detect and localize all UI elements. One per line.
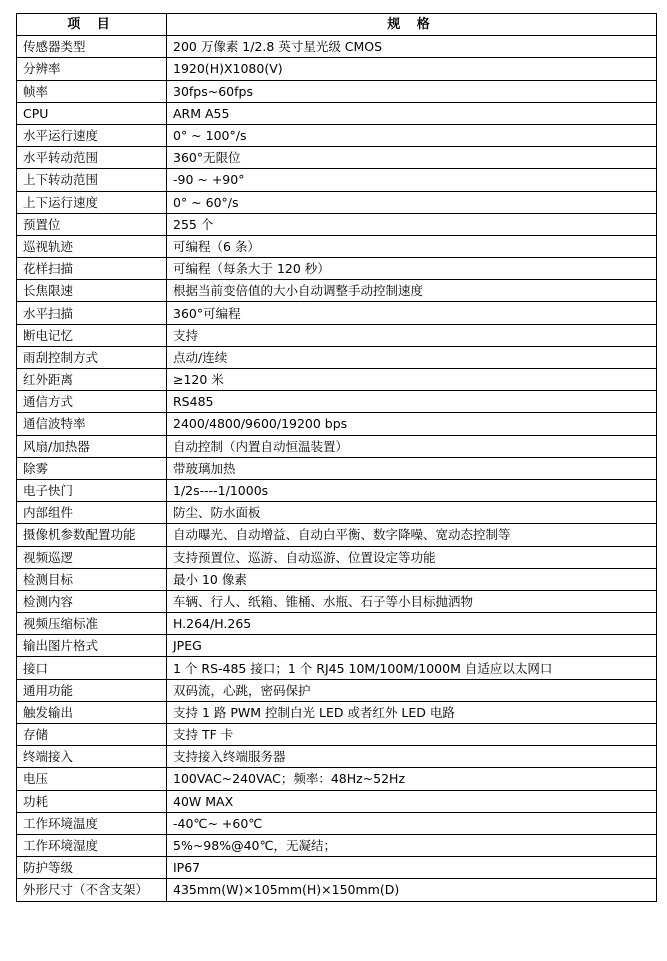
table-row [17, 524, 657, 546]
row-spec-value: IP67 [167, 857, 657, 879]
table-header-row [17, 14, 657, 36]
table-row [17, 724, 657, 746]
table-row [17, 834, 657, 856]
row-spec-value: 360°无限位 [167, 147, 657, 169]
row-item-label: 功耗 [17, 790, 167, 812]
table-row [17, 280, 657, 302]
row-item-label: 视频压缩标准 [17, 613, 167, 635]
row-item-label: 输出图片格式 [17, 635, 167, 657]
row-item-label: CPU [17, 102, 167, 124]
table-row [17, 457, 657, 479]
row-item-label: 摄像机参数配置功能 [17, 524, 167, 546]
row-spec-value: 1/2s----1/1000s [167, 479, 657, 501]
table-row [17, 391, 657, 413]
row-spec-value: 可编程（每条大于 120 秒） [167, 258, 657, 280]
table-row [17, 790, 657, 812]
row-item-label: 断电记忆 [17, 324, 167, 346]
row-spec-value: 0° ~ 100°/s [167, 124, 657, 146]
row-spec-value: 支持接入终端服务器 [167, 746, 657, 768]
row-spec-value: 支持预置位、巡游、自动巡游、位置设定等功能 [167, 546, 657, 568]
table-row [17, 191, 657, 213]
row-spec-value: 双码流，心跳，密码保护 [167, 679, 657, 701]
table-row [17, 258, 657, 280]
row-spec-value: 防尘、防水面板 [167, 502, 657, 524]
row-item-label: 工作环境温度 [17, 812, 167, 834]
row-item-label: 触发输出 [17, 701, 167, 723]
table-row [17, 679, 657, 701]
row-spec-value: 带玻璃加热 [167, 457, 657, 479]
table-row [17, 58, 657, 80]
row-spec-value: 40W MAX [167, 790, 657, 812]
row-spec-value: 0° ~ 60°/s [167, 191, 657, 213]
row-spec-value: 100VAC~240VAC；频率：48Hz~52Hz [167, 768, 657, 790]
row-item-label: 检测目标 [17, 568, 167, 590]
row-spec-value: 435mm(W)×105mm(H)×150mm(D) [167, 879, 657, 901]
row-item-label: 传感器类型 [17, 36, 167, 58]
table-row [17, 80, 657, 102]
table-row [17, 857, 657, 879]
row-item-label: 除雾 [17, 457, 167, 479]
table-row [17, 235, 657, 257]
row-spec-value: 30fps~60fps [167, 80, 657, 102]
spec-table-body [17, 36, 657, 901]
table-row [17, 657, 657, 679]
row-item-label: 预置位 [17, 213, 167, 235]
row-spec-value: -40℃~ +60℃ [167, 812, 657, 834]
table-row [17, 102, 657, 124]
table-row [17, 302, 657, 324]
table-row [17, 568, 657, 590]
row-spec-value: 360°可编程 [167, 302, 657, 324]
row-spec-value: 车辆、行人、纸箱、锥桶、水瓶、石子等小目标抛洒物 [167, 590, 657, 612]
table-row [17, 169, 657, 191]
row-spec-value: 200 万像素 1/2.8 英寸星光级 CMOS [167, 36, 657, 58]
row-spec-value: 自动曝光、自动增益、自动白平衡、数字降噪、宽动态控制等 [167, 524, 657, 546]
row-spec-value: 2400/4800/9600/19200 bps [167, 413, 657, 435]
table-row [17, 479, 657, 501]
table-row [17, 768, 657, 790]
row-spec-value: 最小 10 像素 [167, 568, 657, 590]
row-item-label: 上下运行速度 [17, 191, 167, 213]
row-spec-value: -90 ~ +90° [167, 169, 657, 191]
row-spec-value: RS485 [167, 391, 657, 413]
row-item-label: 通信波特率 [17, 413, 167, 435]
row-spec-value: JPEG [167, 635, 657, 657]
row-item-label: 水平运行速度 [17, 124, 167, 146]
table-row [17, 124, 657, 146]
row-spec-value: 可编程（6 条） [167, 235, 657, 257]
row-item-label: 水平扫描 [17, 302, 167, 324]
row-spec-value: 自动控制（内置自动恒温装置） [167, 435, 657, 457]
table-row [17, 746, 657, 768]
table-row [17, 502, 657, 524]
table-row [17, 369, 657, 391]
table-row [17, 546, 657, 568]
table-row [17, 635, 657, 657]
row-item-label: 花样扫描 [17, 258, 167, 280]
table-row [17, 435, 657, 457]
row-item-label: 终端接入 [17, 746, 167, 768]
row-spec-value: 支持 TF 卡 [167, 724, 657, 746]
header-item: 项 目 [17, 14, 167, 36]
row-item-label: 工作环境湿度 [17, 834, 167, 856]
row-spec-value: 255 个 [167, 213, 657, 235]
row-spec-value: 支持 1 路 PWM 控制白光 LED 或者红外 LED 电路 [167, 701, 657, 723]
spec-table [16, 13, 657, 902]
row-item-label: 帧率 [17, 80, 167, 102]
row-item-label: 巡视轨迹 [17, 235, 167, 257]
header-spec: 规 格 [167, 14, 657, 36]
row-spec-value: 点动/连续 [167, 346, 657, 368]
row-spec-value: ARM A55 [167, 102, 657, 124]
row-spec-value: 支持 [167, 324, 657, 346]
row-item-label: 水平转动范围 [17, 147, 167, 169]
row-item-label: 风扇/加热器 [17, 435, 167, 457]
row-item-label: 外形尺寸（不含支架） [17, 879, 167, 901]
row-spec-value: 1 个 RS-485 接口；1 个 RJ45 10M/100M/1000M 自适应以太网口 [167, 657, 657, 679]
table-row [17, 324, 657, 346]
table-row [17, 613, 657, 635]
row-spec-value: 1920(H)X1080(V) [167, 58, 657, 80]
row-item-label: 通用功能 [17, 679, 167, 701]
table-row [17, 701, 657, 723]
row-item-label: 内部组件 [17, 502, 167, 524]
table-row [17, 213, 657, 235]
row-item-label: 上下转动范围 [17, 169, 167, 191]
row-item-label: 红外距离 [17, 369, 167, 391]
row-item-label: 存储 [17, 724, 167, 746]
row-item-label: 雨刮控制方式 [17, 346, 167, 368]
table-row [17, 879, 657, 901]
row-spec-value: 5%~98%@40℃，无凝结； [167, 834, 657, 856]
row-item-label: 电子快门 [17, 479, 167, 501]
row-item-label: 检测内容 [17, 590, 167, 612]
table-row [17, 413, 657, 435]
row-item-label: 通信方式 [17, 391, 167, 413]
row-item-label: 视频巡逻 [17, 546, 167, 568]
table-row [17, 590, 657, 612]
row-spec-value: 根据当前变倍值的大小自动调整手动控制速度 [167, 280, 657, 302]
table-row [17, 36, 657, 58]
row-item-label: 长焦限速 [17, 280, 167, 302]
row-item-label: 接口 [17, 657, 167, 679]
table-row [17, 812, 657, 834]
table-row [17, 147, 657, 169]
row-item-label: 防护等级 [17, 857, 167, 879]
row-item-label: 分辨率 [17, 58, 167, 80]
row-item-label: 电压 [17, 768, 167, 790]
row-spec-value: ≥120 米 [167, 369, 657, 391]
row-spec-value: H.264/H.265 [167, 613, 657, 635]
table-row [17, 346, 657, 368]
